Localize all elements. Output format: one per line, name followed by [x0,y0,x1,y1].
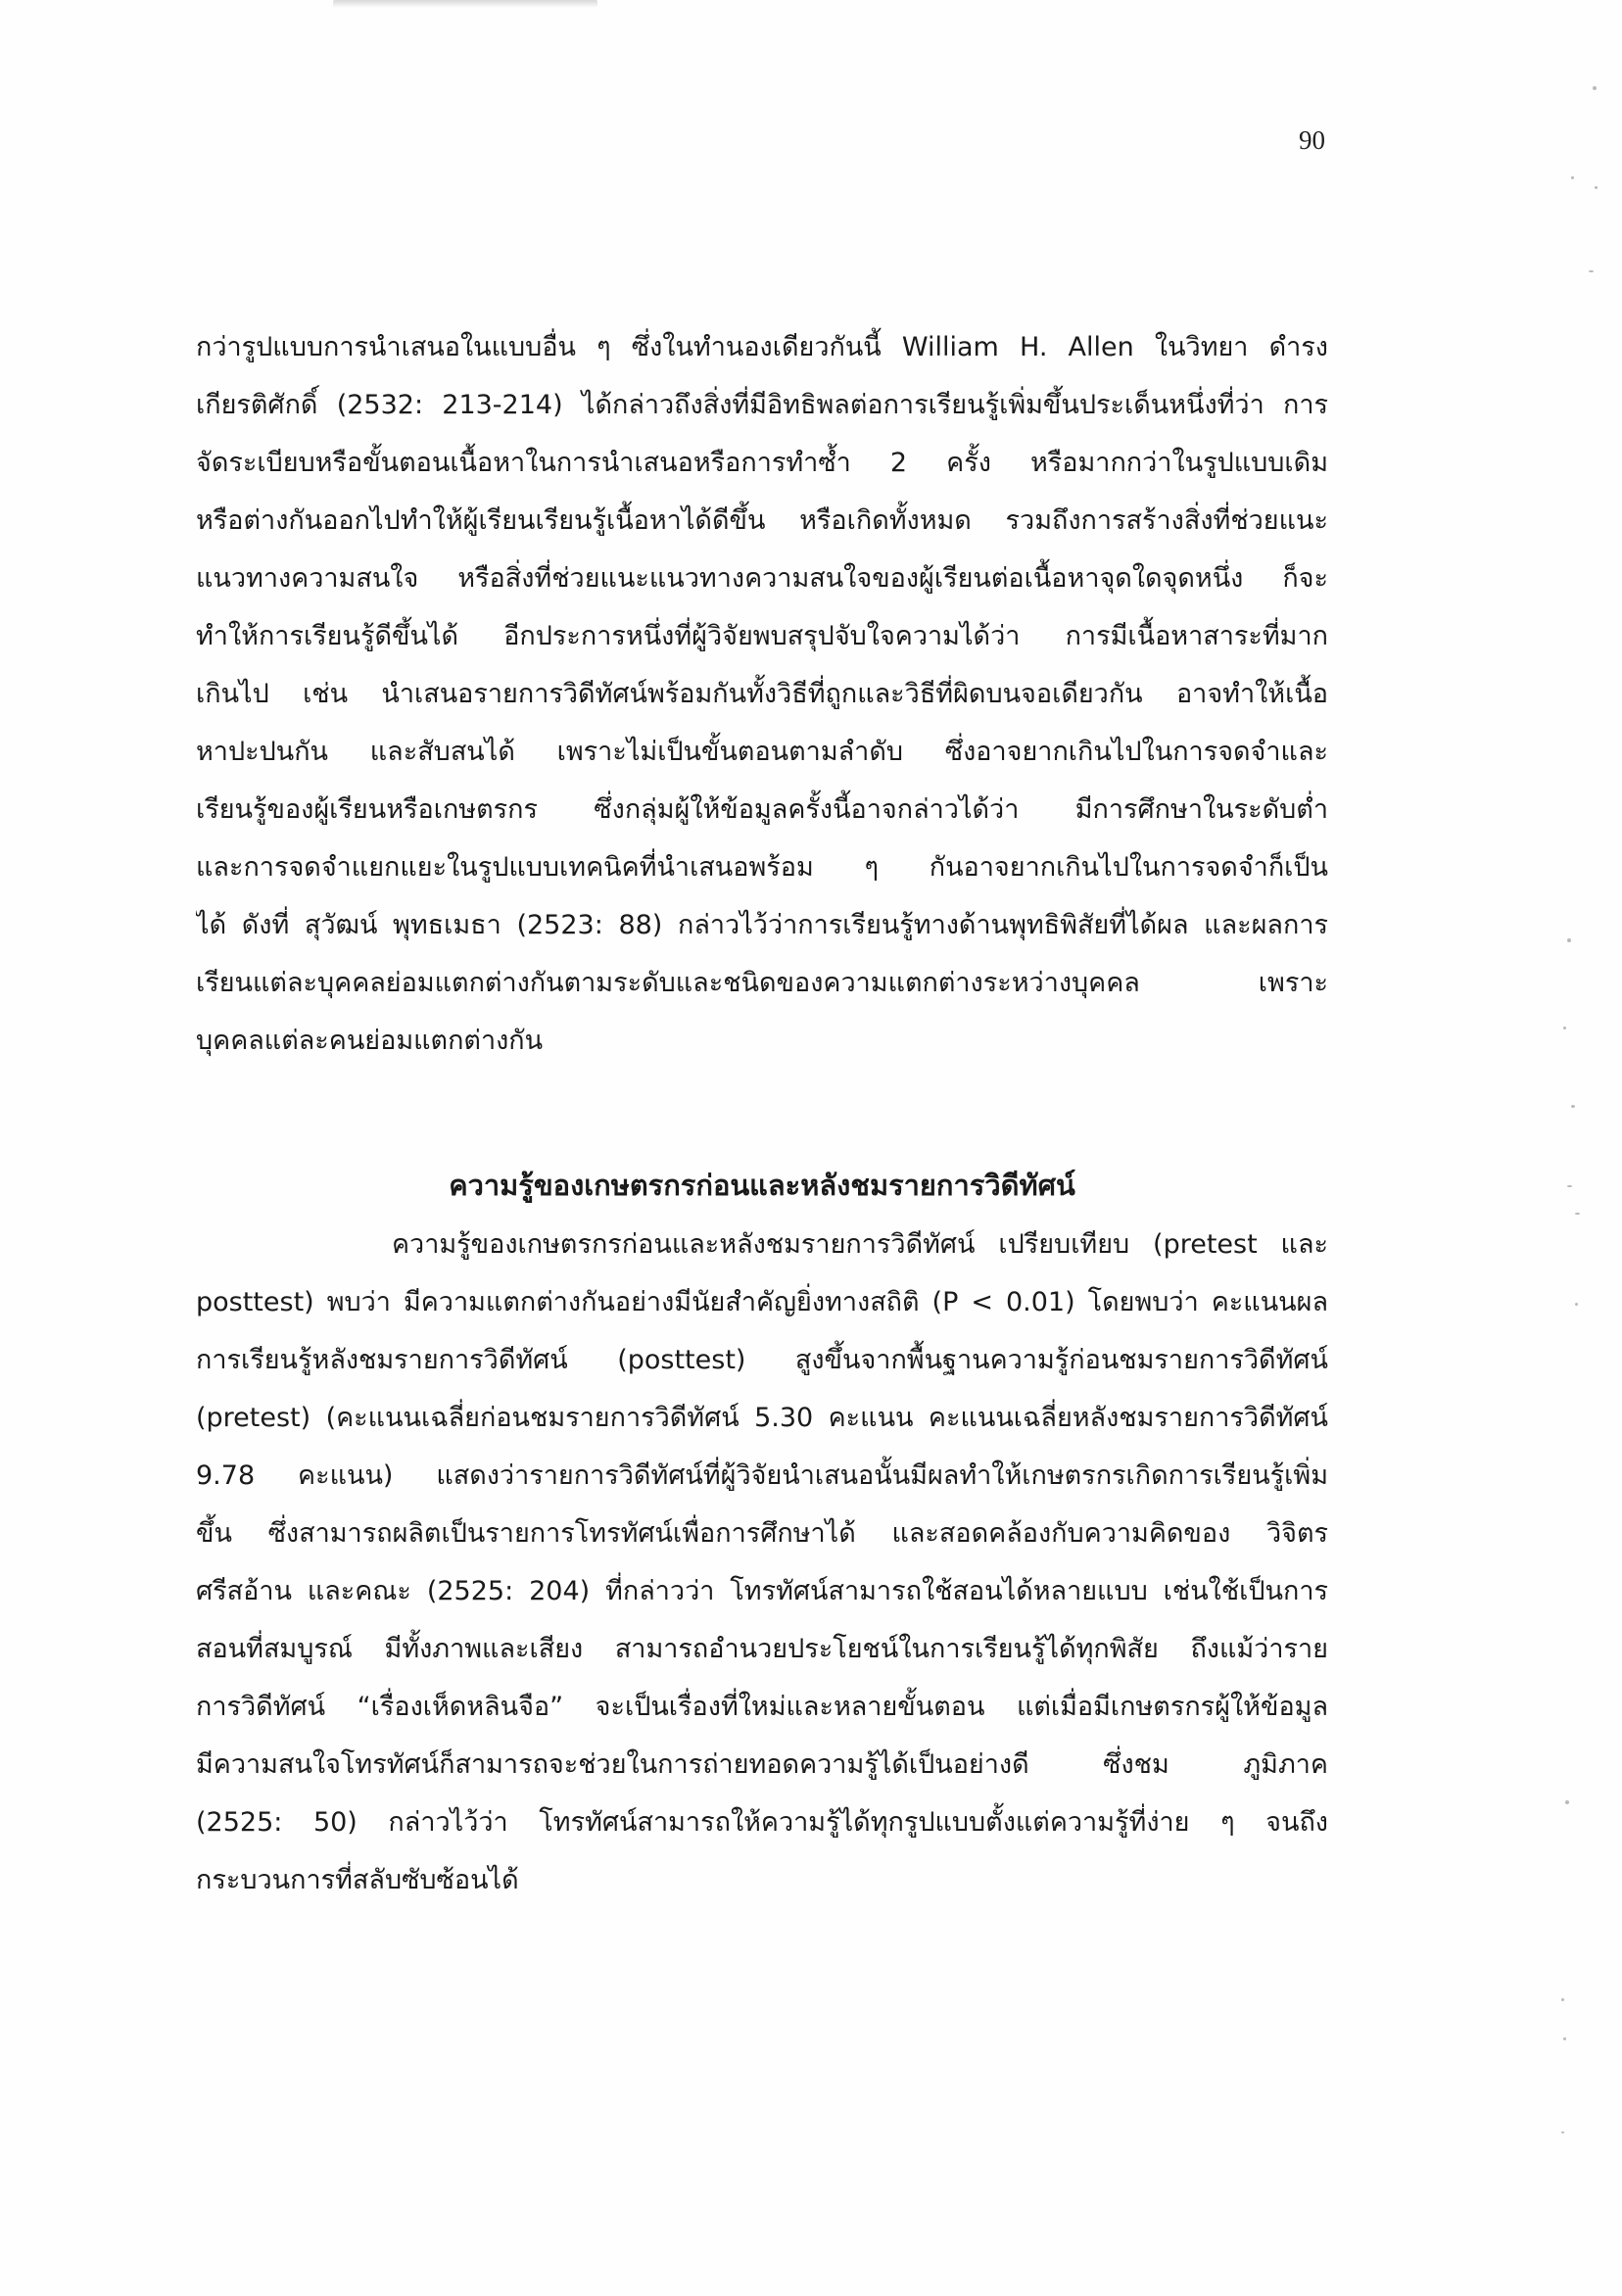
text-line: ความรู้ของเกษตรกรก่อนและหลังชมรายการวิดีทัศน์ เปรียบเทียบ (pretest และ [392,1229,1328,1260]
text-line: 9.78 คะแนน) แสดงว่ารายการวิดีทัศน์ที่ผู้วิจัยนำเสนอนั้นมีผลทำให้เกษตรกรเกิดการเรียนรู้เพิ่ม [196,1460,1328,1491]
text-line: (pretest) (คะแนนเฉลี่ยก่อนชมรายการวิดีทัศน์ 5.30 คะแนน คะแนนเฉลี่ยหลังชมรายการวิดีทัศน์ [196,1403,1328,1433]
text-line: ศรีสอ้าน และคณะ (2525: 204) ที่กล่าวว่า โทรทัศน์สามารถใช้สอนได้หลายแบบ เช่นใช้เป็นการ [196,1576,1328,1606]
paragraph-intro [196,318,1328,1070]
scan-speck [1589,270,1594,272]
text-line: หรือต่างกันออกไปทำให้ผู้เรียนเรียนรู้เนื้อหาได้ดีขึ้น หรือเกิดทั้งหมด รวมถึงการสร้างสิ่งที่ช่วยแนะ [196,505,1328,536]
text-line: บุคคลแต่ละคนย่อมแตกต่างกัน [196,1026,544,1056]
paragraph-results [196,1216,1328,1909]
text-line: posttest) พบว่า มีความแตกต่างกันอย่างมีนัยสำคัญยิ่งทางสถิติ (P < 0.01) โดยพบว่า คะแนนผล [196,1287,1328,1317]
text-line: เกียรติศักดิ์ (2532: 213-214) ได้กล่าวถึงสิ่งที่มีอิทธิพลต่อการเรียนรู้เพิ่มขึ้นประเด็นหนึ่งที่ว่า การ [196,390,1328,420]
scan-speck [1563,2037,1566,2040]
scan-speck [1593,86,1597,90]
text-line: เกินไป เช่น นำเสนอรายการวิดีทัศน์พร้อมกันทั้งวิธีที่ถูกและวิธีที่ผิดบนจอเดียวกัน อาจทำให้เนื้อ [196,679,1328,709]
text-line: มีความสนใจโทรทัศน์ก็สามารถจะช่วยในการถ่ายทอดความรู้ได้เป็นอย่างดี ซึ่งชม ภูมิภาค [196,1749,1328,1780]
text-line: เรียนรู้ของผู้เรียนหรือเกษตรกร ซึ่งกลุ่มผู้ให้ข้อมูลครั้งนี้อาจกล่าวได้ว่า มีการศึกษาในระดับต่ำ [196,794,1328,825]
scan-header-smudge [333,0,597,8]
text-line: กว่ารูปแบบการนำเสนอในแบบอื่น ๆ ซึ่งในทำนองเดียวกันนี้ William H. Allen ในวิทยา ดำรง [196,332,1328,362]
text-line: ทำให้การเรียนรู้ดีขึ้นได้ อีกประการหนึ่งที่ผู้วิจัยพบสรุปจับใจความได้ว่า การมีเนื้อหาสาระที่มาก [196,621,1328,651]
text-line: กระบวนการที่สลับซับซ้อนได้ [196,1865,519,1895]
scan-speck [1575,1303,1578,1306]
scan-speck [1563,1027,1566,1029]
text-line: ขึ้น ซึ่งสามารถผลิตเป็นรายการโทรทัศน์เพื่อการศึกษาได้ และสอดคล้องกับความคิดของ วิจิตร [196,1518,1328,1549]
text-line: สอนที่สมบูรณ์ มีทั้งภาพและเสียง สามารถอำนวยประโยชน์ในการเรียนรู้ได้ทุกพิสัย ถึงแม้ว่าราย [196,1634,1328,1664]
text-line: (2525: 50) กล่าวไว้ว่า โทรทัศน์สามารถให้ความรู้ได้ทุกรูปแบบตั้งแต่ความรู้ที่ง่าย ๆ จนถึง [196,1807,1328,1838]
page-number: 90 [1299,125,1325,155]
text-line: ได้ ดังที่ สุวัฒน์ พุทธเมธา (2523: 88) กล่าวไว้ว่าการเรียนรู้ทางด้านพุทธิพิสัยที่ได้ผล และผลการ [196,910,1328,940]
scan-speck [1567,1185,1572,1187]
scan-speck [1575,1213,1580,1215]
text-line: เรียนแต่ละบุคคลย่อมแตกต่างกันตามระดับและชนิดของความแตกต่างระหว่างบุคคล เพราะ [196,968,1328,998]
section-heading: ความรู้ของเกษตรกรก่อนและหลังชมรายการวิดีทัศน์ [449,1169,1075,1202]
text-line: หาปะปนกัน และสับสนได้ เพราะไม่เป็นขั้นตอนตามลำดับ ซึ่งอาจยากเกินไปในการจดจำและ [196,737,1328,767]
scan-speck [1561,1998,1564,2001]
scan-speck [1567,938,1571,942]
scan-speck [1595,186,1598,189]
scan-speck [1565,1800,1569,1804]
text-line: การวิดีทัศน์ “เรื่องเห็ดหลินจือ” จะเป็นเรื่องที่ใหม่และหลายขั้นตอน แต่เมื่อมีเกษตรกรผู้ให้ข้อมูล [196,1692,1328,1722]
text-line: จัดระเบียบหรือขั้นตอนเนื้อหาในการนำเสนอหรือการทำซ้ำ 2 ครั้ง หรือมากกว่าในรูปแบบเดิม [196,448,1328,478]
text-line: และการจดจำแยกแยะในรูปแบบเทคนิคที่นำเสนอพร้อม ๆ กันอาจยากเกินไปในการจดจำก็เป็น [196,852,1328,883]
text-line: แนวทางความสนใจ หรือสิ่งที่ช่วยแนะแนวทางความสนใจของผู้เรียนต่อเนื้อหาจุดใดจุดหนึ่ง ก็จะ [196,563,1328,594]
scan-speck [1571,176,1574,179]
text-line: การเรียนรู้หลังชมรายการวิดีทัศน์ (posttest) สูงขึ้นจากพื้นฐานความรู้ก่อนชมรายการวิดีทัศน์ [196,1345,1328,1375]
scan-speck [1571,1105,1575,1108]
scan-speck [1561,2131,1564,2133]
